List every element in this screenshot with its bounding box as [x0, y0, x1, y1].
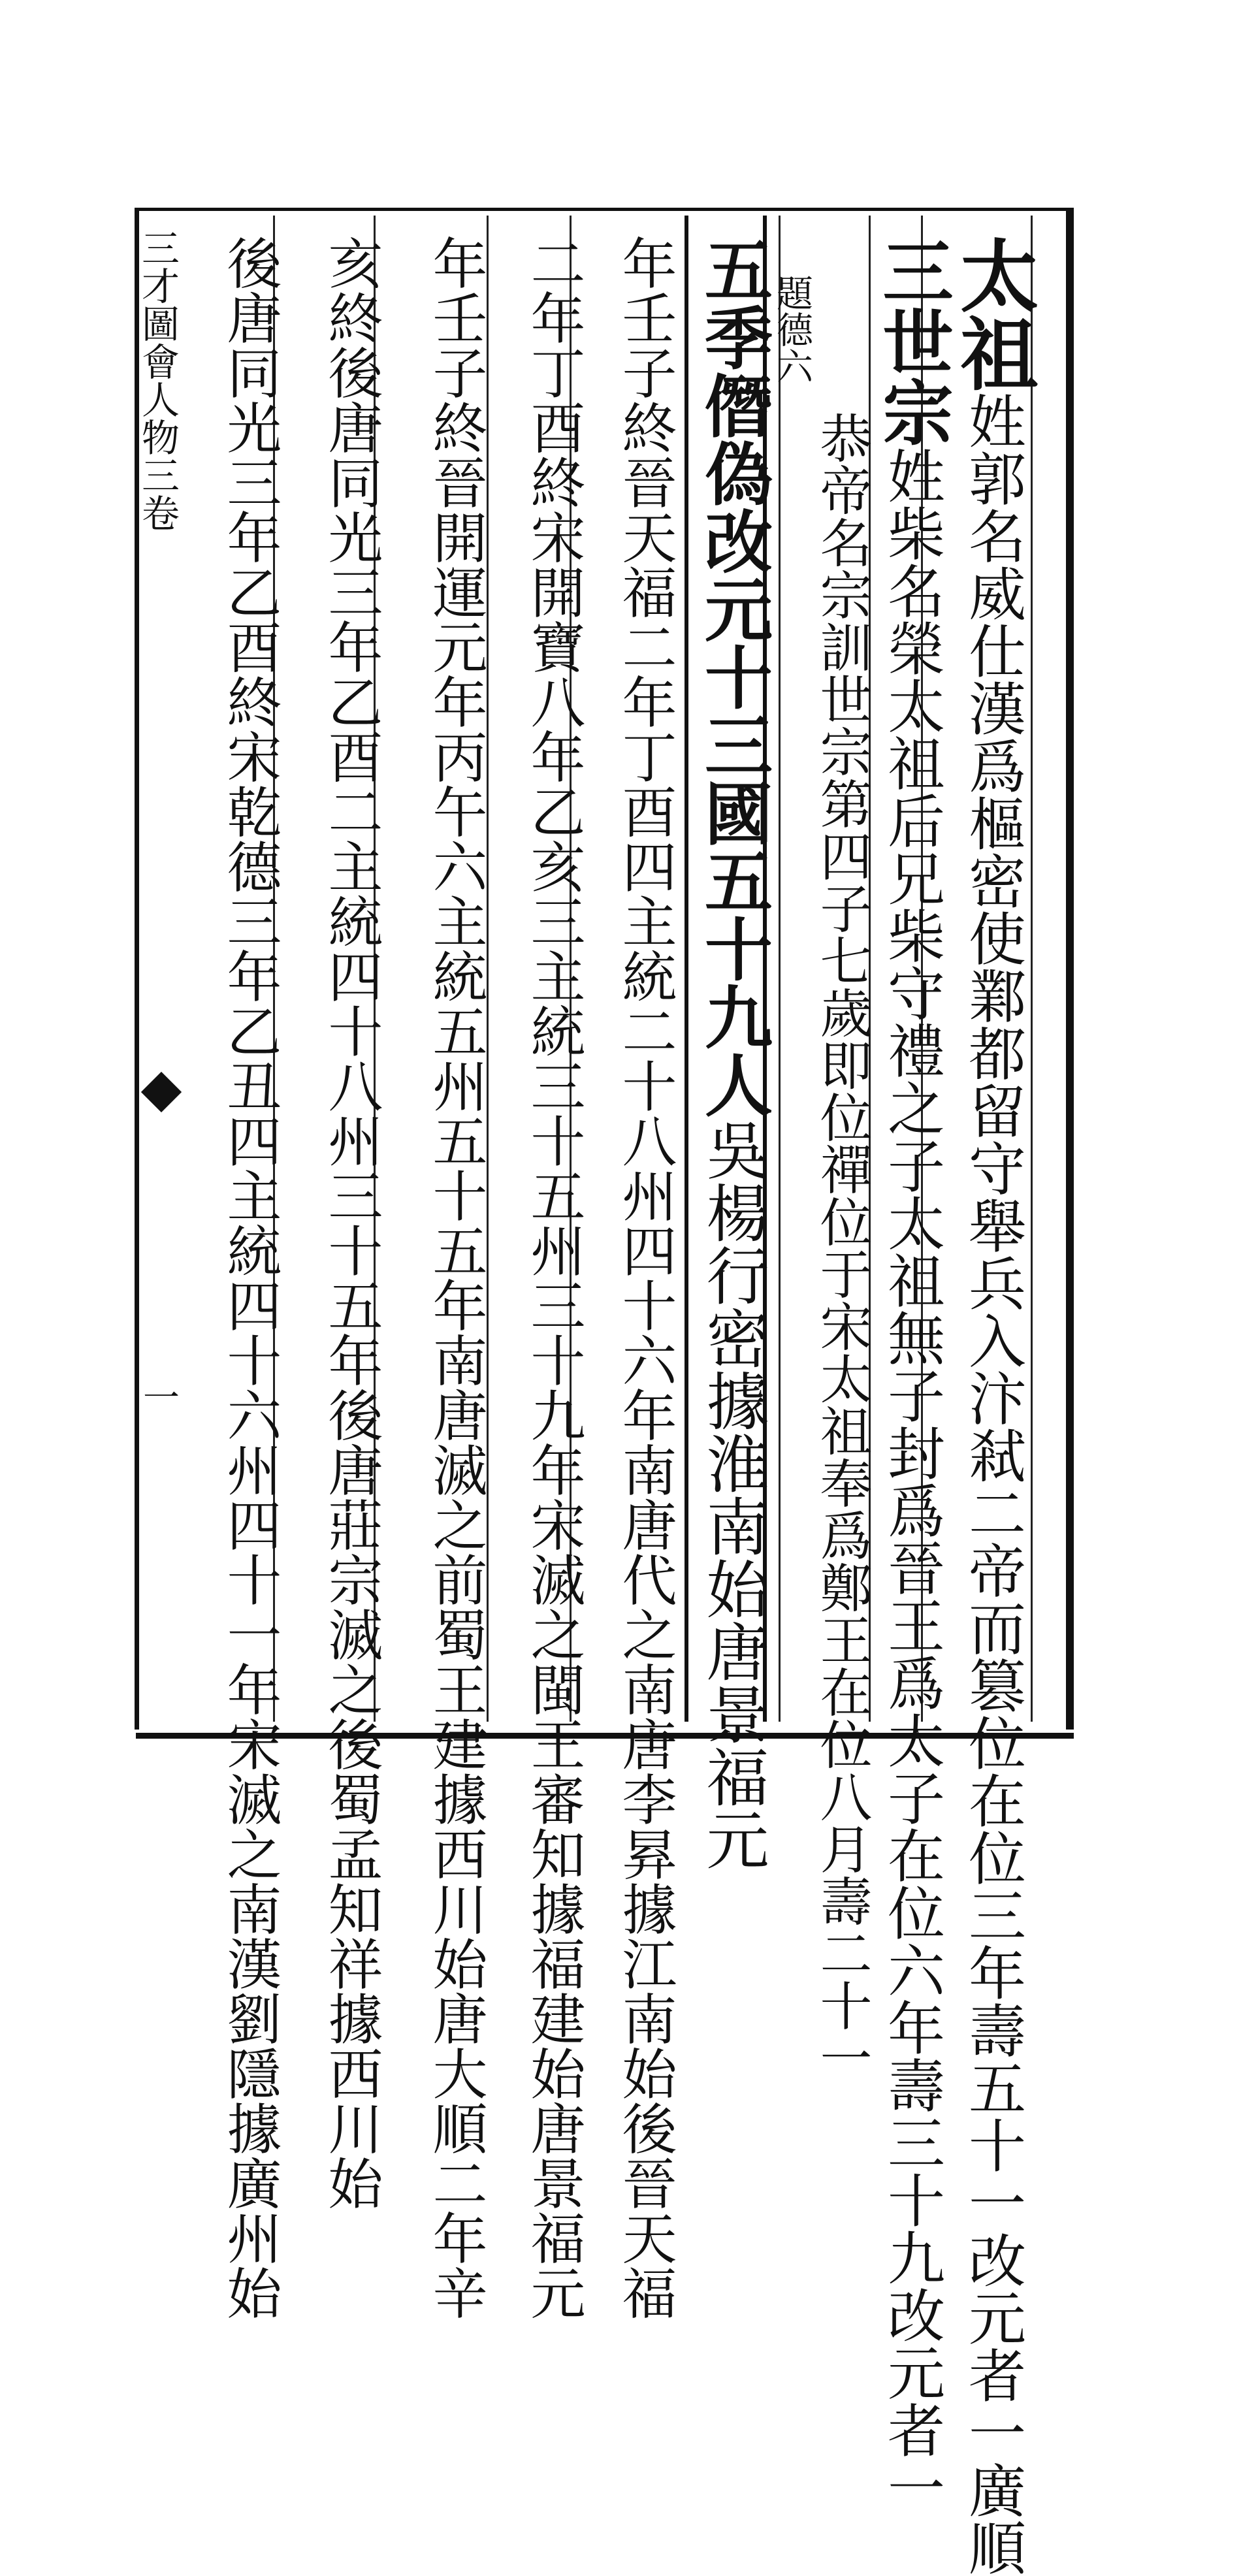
column-heading: 三世宗 [871, 235, 953, 447]
column-text: 姓柴名榮太祖后兄柴守禮之子太祖無子封爲晉王爲太子在位六年壽三十九改元者一 [878, 447, 946, 2516]
column-text: 年壬子終晉開運元年丙午六主統五州五十五年南唐滅之前蜀王建據西川始唐大順二年辛 [424, 235, 488, 2320]
column-text: 姓郭名威仕漢爲樞密使鄴都留守舉兵入汴弒二帝而篡位在位三年壽五十一改元者一廣順 [959, 392, 1027, 2576]
margin-book-title [135, 229, 180, 1711]
column-text: 吳楊行密據淮南始唐景福元 [696, 1118, 769, 1871]
folio-number [137, 1378, 180, 1457]
column-rule [685, 216, 688, 1722]
column-text: 年壬子終晉天福二年丁酉四主統二十八州四十六年南唐代之南唐李昪據江南始後晉天福 [613, 235, 677, 2320]
text-column-5 [607, 235, 677, 2320]
text-column-6 [516, 235, 586, 2320]
column-heading: 太祖 [947, 235, 1039, 392]
folio-text: 一 [137, 1378, 180, 1415]
column-text: 二年丁酉終宋開寶八年乙亥三主統三十五州三十九年宋滅之閩王審知據福建始唐景福元 [522, 235, 586, 2320]
column-text: 恭帝名宗訓世宗第四子七歲即位禪位于宋太祖奉爲鄭王在位八月壽二十一 [811, 411, 872, 2084]
column-text: 題德六 [771, 274, 813, 384]
text-column-3 [802, 411, 872, 2084]
column-text: 後唐同光三年乙酉終宋乾德三年乙丑四主統四十六州四十一年宋滅之南漢劉隱據廣州始 [218, 235, 282, 2320]
text-column-7 [418, 235, 488, 2320]
column-rule [779, 216, 781, 1722]
small-note [771, 274, 813, 431]
text-column-9 [212, 235, 282, 2320]
column-text: 亥終後唐同光三年乙酉二主統四十八州三十五年後唐莊宗滅之後蜀孟知祥據西川始 [319, 235, 383, 2210]
column-text: 三才圖會人物三卷 [135, 229, 180, 532]
outer-border-right [1066, 208, 1074, 1730]
text-column-2 [871, 235, 953, 2516]
text-column-8 [314, 235, 383, 2210]
section-heading-column [693, 235, 773, 1871]
text-column-1 [947, 235, 1039, 2576]
section-heading: 五季僭偽改元十三國五十九人 [693, 235, 773, 1118]
